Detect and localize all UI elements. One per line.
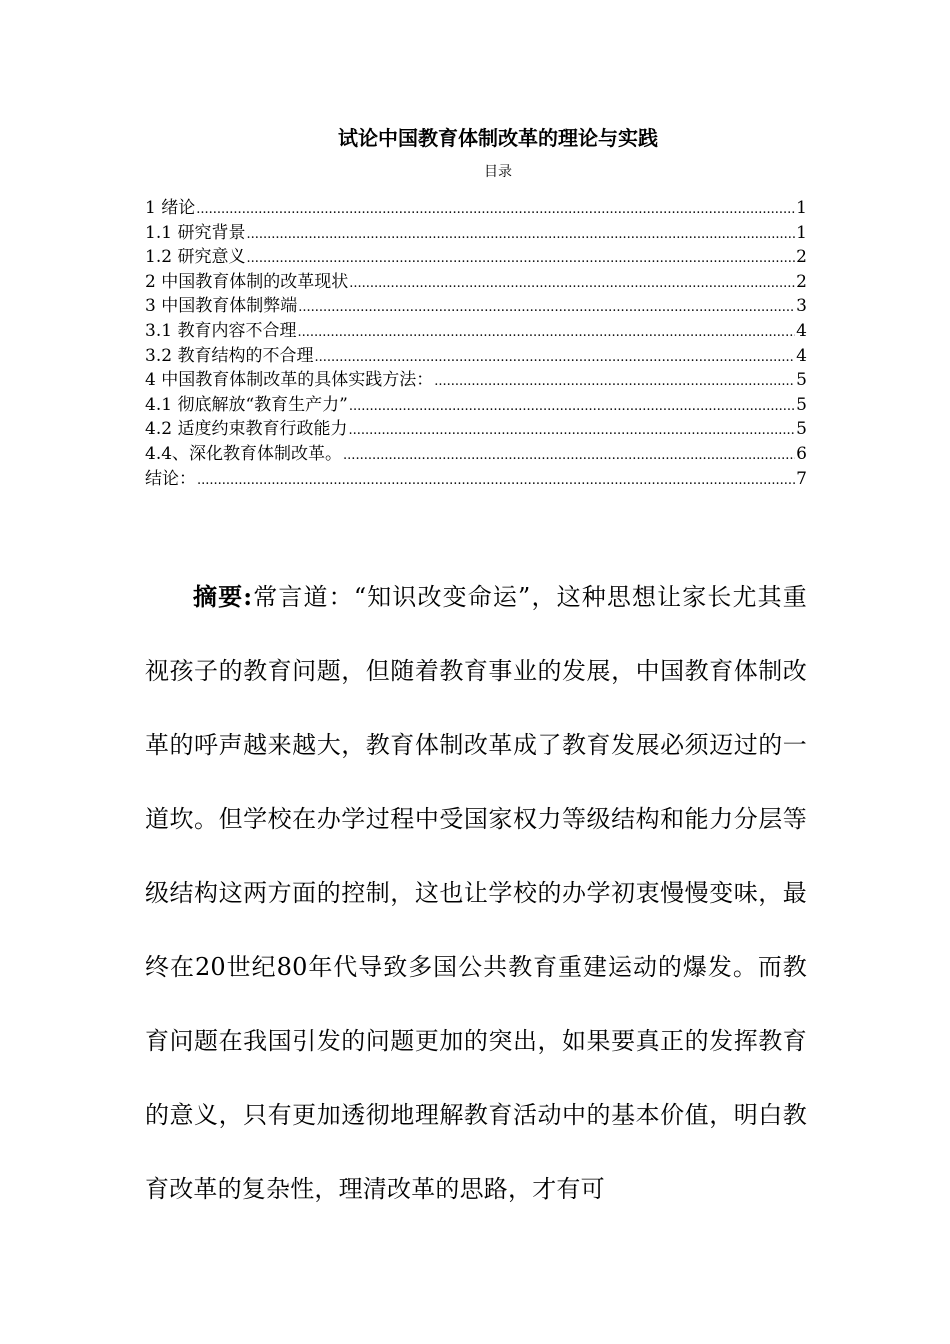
toc-leader-dots [314, 346, 795, 371]
toc-leader-dots [197, 469, 795, 494]
toc-entry[interactable] [145, 417, 807, 442]
toc-leader-dots [434, 370, 795, 395]
toc-entry-page: 5 [796, 370, 807, 391]
toc-entry-label: 3.2 教育结构的不合理 [145, 345, 314, 366]
toc-entry-page: 1 [796, 198, 807, 218]
toc-entry-page: 5 [796, 394, 807, 415]
toc-leader-dots [196, 198, 795, 223]
toc-entry-page: 2 [796, 271, 807, 292]
toc-leader-dots [246, 247, 795, 272]
toc-entry-label: 3.1 教育内容不合理 [145, 320, 297, 341]
toc-entry[interactable] [145, 245, 807, 270]
document-title: 试论中国教育体制改革的理论与实践 [338, 126, 658, 150]
toc-leader-dots [343, 444, 795, 469]
toc-entry-label: 2 中国教育体制的改革现状 [145, 271, 349, 292]
toc-entry-page: 2 [796, 247, 807, 268]
toc-entry-label: 1 绪论 [145, 198, 196, 218]
toc-entry[interactable] [145, 270, 807, 295]
toc-entry[interactable] [145, 221, 807, 246]
toc-leader-dots [297, 321, 795, 346]
toc-entry[interactable] [145, 294, 807, 319]
abstract-paragraph [145, 560, 807, 1226]
toc-entry-label: 结论： [145, 468, 196, 489]
toc-entry-label: 1.1 研究背景 [145, 222, 246, 243]
toc-entry[interactable] [145, 344, 807, 369]
toc-entry-page: 3 [796, 296, 807, 317]
toc-entry-page: 1 [796, 222, 807, 243]
toc-entry-label: 4.4、深化教育体制改革。 [145, 443, 343, 464]
toc-entry[interactable] [145, 319, 807, 344]
toc-entry[interactable] [145, 368, 807, 393]
toc-leader-dots [348, 419, 795, 444]
toc-entry[interactable] [145, 196, 807, 221]
toc-entry-page: 5 [796, 419, 807, 440]
toc-entry[interactable] [145, 467, 807, 492]
abstract-label: 摘要: [193, 582, 253, 611]
toc-leader-dots [298, 296, 795, 321]
toc-entry-page: 4 [796, 345, 807, 366]
toc-entry[interactable] [145, 393, 807, 418]
toc-leader-dots [246, 223, 795, 248]
toc-entry-page: 7 [796, 468, 807, 489]
toc-entry-label: 3 中国教育体制弊端 [145, 296, 298, 317]
toc-entry-page: 6 [796, 443, 807, 464]
toc-entry-label: 1.2 研究意义 [145, 247, 246, 268]
table-of-contents [145, 196, 807, 491]
abstract-text: 常言道：“知识改变命运”，这种思想让家长尤其重视孩子的教育问题，但随着教育事业的发展，中国教育体制改革的呼声越来越大，教育体制改革成了教育发展必须迈过的一道坎。但学校在办学过程中受国家权力等级结构和能力分层等级结构这两方面的控制，这也让学校的办学初衷慢慢变味，最终在20世纪80年代导致多国公共教育重建运动的爆发。而教育问题在我国引发的问题更加的突出，如果要真正的发挥教育的意义，只有更加透彻地理解教育活动中的基本价值，明白教育改革的复杂性，理清改革的思路，才有可 [145, 583, 808, 1203]
toc-heading: 目录 [484, 164, 512, 180]
toc-leader-dots [349, 395, 795, 420]
toc-leader-dots [349, 272, 795, 297]
toc-entry-page: 4 [796, 320, 807, 341]
toc-entry-label: 4.2 适度约束教育行政能力 [145, 419, 348, 440]
toc-entry-label: 4 中国教育体制改革的具体实践方法： [145, 370, 434, 391]
toc-entry[interactable] [145, 442, 807, 467]
toc-entry-label: 4.1 彻底解放“教育生产力” [145, 394, 348, 415]
